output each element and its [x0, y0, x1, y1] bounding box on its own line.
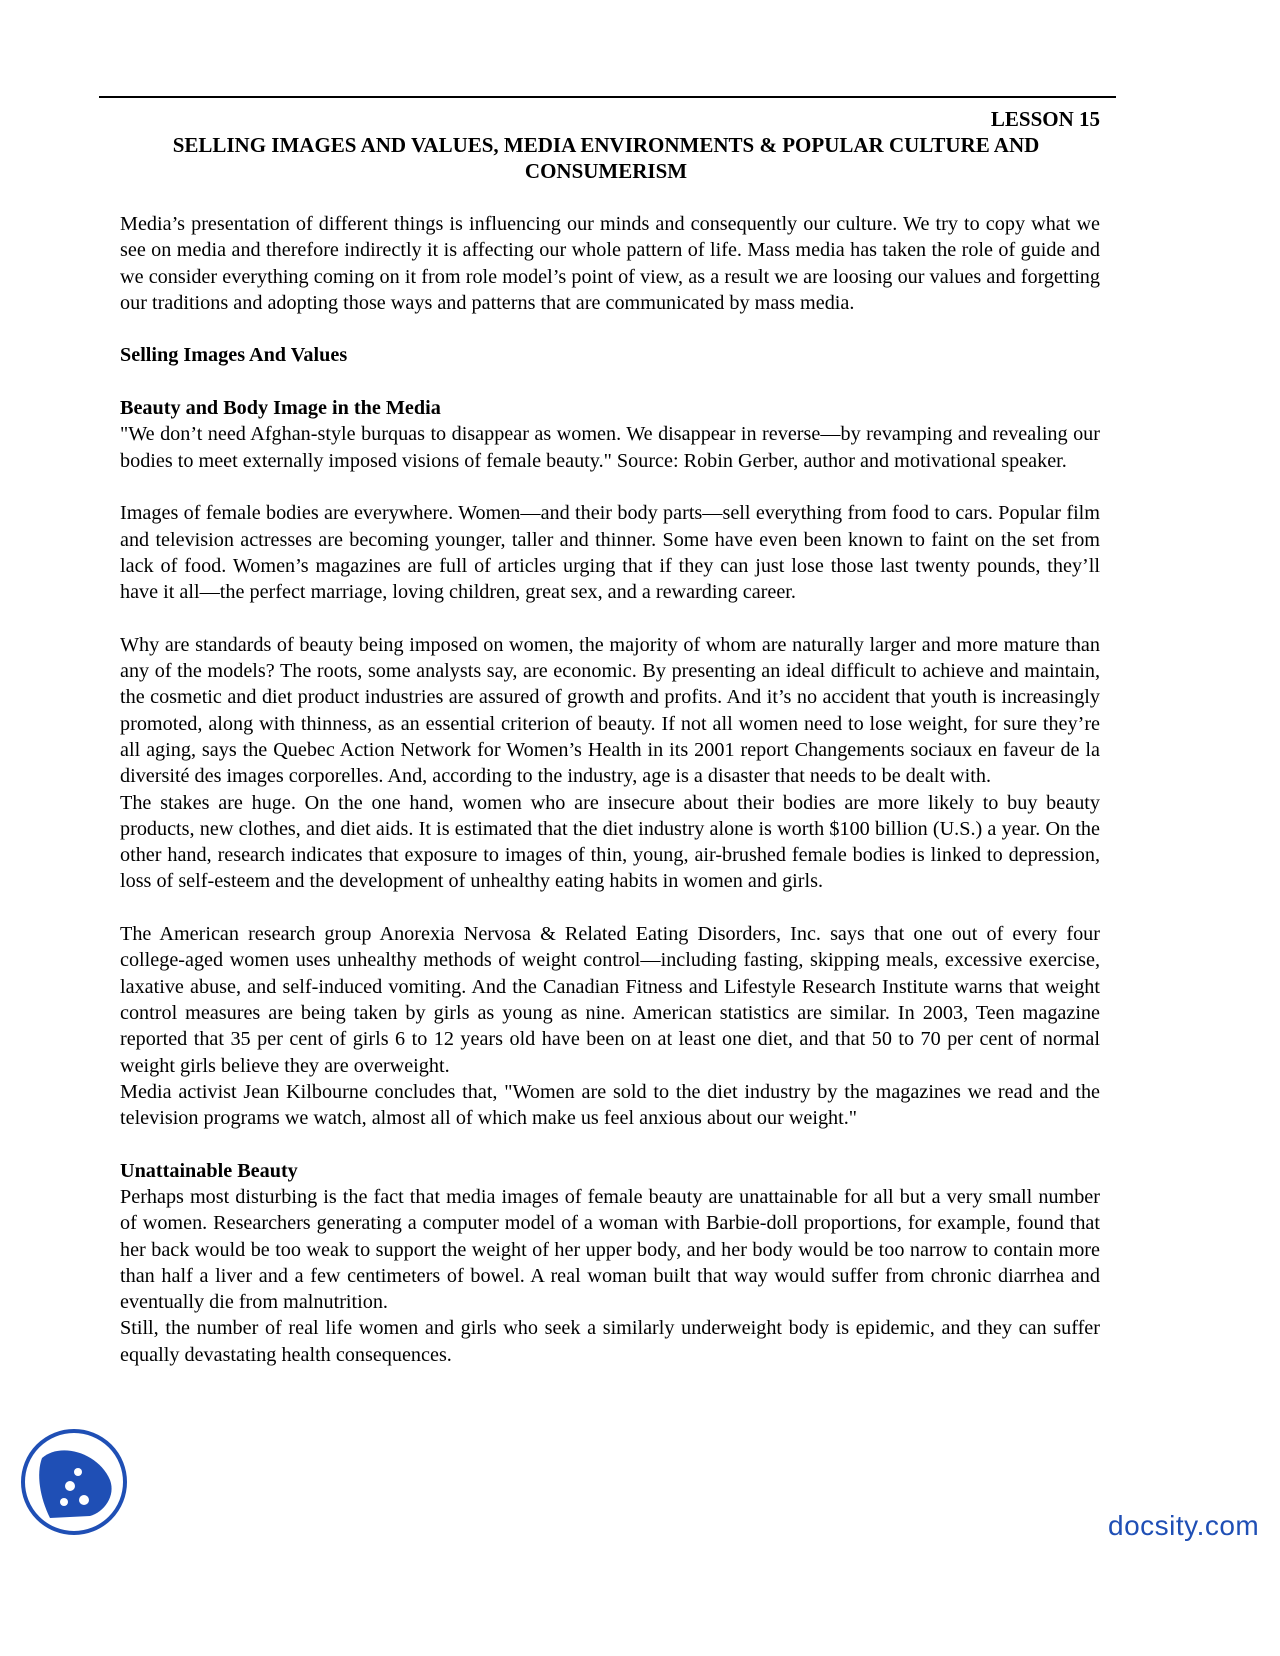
- docsity-brand-text[interactable]: docsity.com: [1108, 1510, 1260, 1541]
- section-heading-unattainable: Unattainable Beauty: [120, 1159, 298, 1182]
- document-body: [120, 211, 1100, 1368]
- paragraph-perhaps: Perhaps most disturbing is the fact that media images of female beauty are unattainable for all but a very small number of women. Researchers generating a computer model of a woman with Barbie-doll proportions, for example, found that her back would be too weak to support the weight of her upper body, and her body would be too narrow to contain more than half a liver and a few centimeters of bowel. A real woman built that way would suffer from chronic diarrhea and eventually die from malnutrition.: [120, 1185, 1100, 1314]
- paragraph-still: Still, the number of real life women and girls who seek a similarly underweight body is epidemic, and they can suffer equally devastating health consequences.: [120, 1317, 1100, 1366]
- paragraph-images: Images of female bodies are everywhere. Women—and their body parts—sell everything from food to cars. Popular film and television actresses are becoming younger, taller and thinner. Some have even been known to faint on the set from lack of food. Women’s magazines are full of articles urging that if they can just lose those last twenty pounds, they’ll have it all—the perfect marriage, loving children, great sex, and a rewarding career.: [120, 502, 1100, 604]
- lesson-number: LESSON 15: [990, 107, 1100, 131]
- paragraph-stakes: The stakes are huge. On the one hand, women who are insecure about their bodies are more likely to buy beauty products, new clothes, and diet aids. It is estimated that the diet industry alone is worth $100 billion (U.S.) a year. On the other hand, research indicates that exposure to images of thin, young, air-brushed female bodies is linked to depression, loss of self-esteem and the development of unhealthy eating habits in women and girls.: [120, 791, 1100, 893]
- paragraph-american: The American research group Anorexia Nervosa & Related Eating Disorders, Inc. says that one out of every four college-aged women uses unhealthy methods of weight control—including fasting, skipping meals, excessive exercise, laxative abuse, and self-induced vomiting. And the Canadian Fitness and Lifestyle Research Institute warns that weight control measures are being taken by girls as young as nine. American statistics are similar. In 2003, Teen magazine reported that 35 per cent of girls 6 to 12 years old have been on at least one diet, and that 50 to 70 per cent of normal weight girls believe they are overweight.: [120, 923, 1100, 1077]
- top-rule: [99, 96, 1116, 98]
- docsity-logo-icon: [20, 1428, 128, 1536]
- section-heading-selling: Selling Images And Values: [120, 344, 348, 367]
- paragraph-why: Why are standards of beauty being imposed on women, the majority of whom are naturally larger and more mature than any of the models? The roots, some analysts say, are economic. By presenting an ideal difficult to achieve and maintain, the cosmetic and diet product industries are assured of growth and profits. And it’s no accident that youth is increasingly promoted, along with thinness, as an essential criterion of beauty. If not all women need to lose weight, for sure they’re all aging, says the Quebec Action Network for Women’s Health in its 2001 report Changements sociaux en faveur de la diversité des images corporelles. And, according to the industry, age is a disaster that needs to be dealt with.: [120, 633, 1100, 788]
- quote-paragraph: "We don’t need Afghan-style burquas to disappear as women. We disappear in reverse—by revamping and revealing our bodies to meet externally imposed visions of female beauty." Source: Robin Gerber, author and motivational speaker.: [120, 423, 1100, 472]
- page-title: SELLING IMAGES AND VALUES, MEDIA ENVIRONMENTS & POPULAR CULTURE AND CONSUMERISM: [172, 133, 1040, 183]
- paragraph-kilbourne: Media activist Jean Kilbourne concludes that, "Women are sold to the diet industry by the magazines we read and the television programs we watch, almost all of which make us feel anxious about our weight.": [120, 1080, 1100, 1130]
- intro-paragraph: Media’s presentation of different things is influencing our minds and consequently our culture. We try to copy what we see on media and therefore indirectly it is affecting our whole pattern of life. Mass media has taken the role of guide and we consider everything coming on it from role model’s point of view, as a result we are loosing our values and forgetting our traditions and adopting those ways and patterns that are communicated by mass media.: [120, 213, 1100, 314]
- section-heading-beauty: Beauty and Body Image in the Media: [120, 397, 441, 420]
